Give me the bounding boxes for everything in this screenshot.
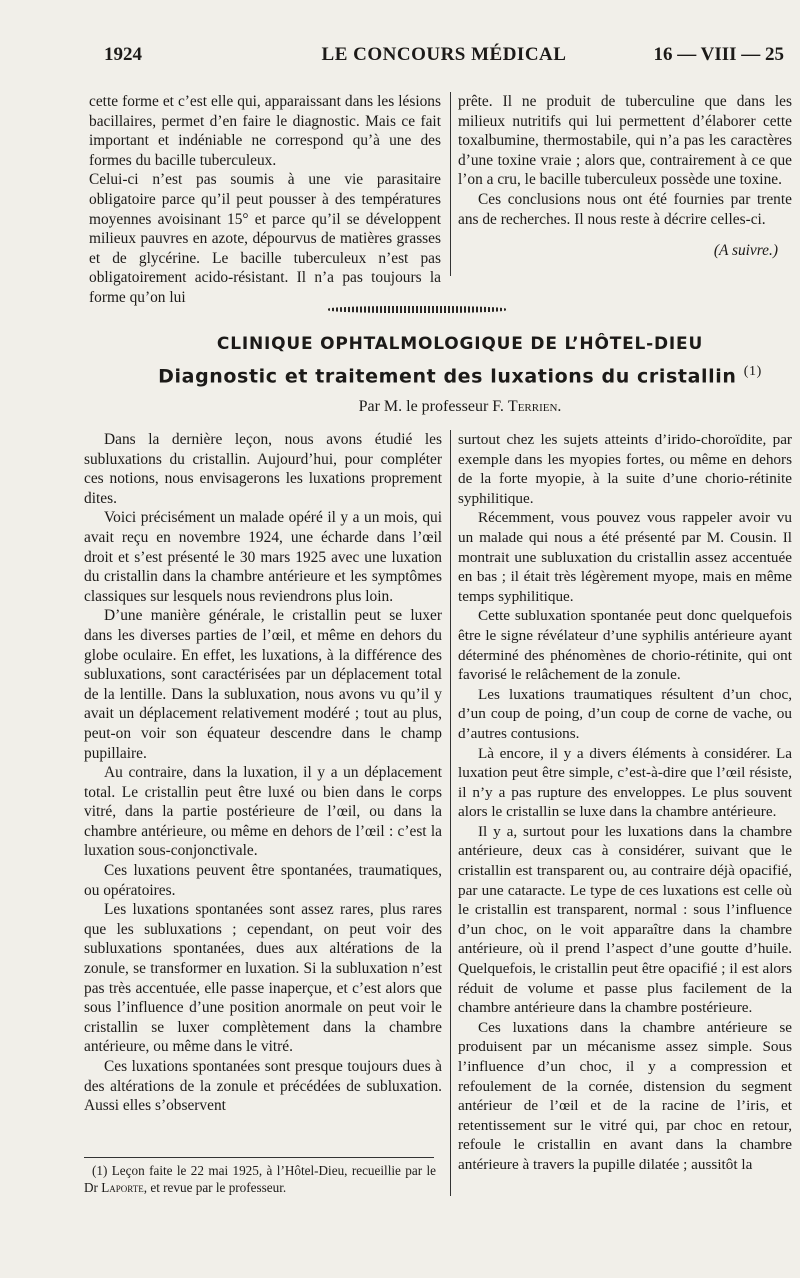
paragraph: Ces luxations spontanées sont presque toujours dues à des altérations de la zonule et précédées de subluxation. Aussi elles s’observent	[84, 1058, 442, 1115]
footnote-tail: , et revue par le professeur.	[143, 1180, 287, 1195]
paragraph: Au contraire, dans la luxation, il y a un déplacement total. Le cristallin peut être luxé ou bien dans le corps vitré, dans la partie postérieure de l’œil, ou dans la chambre antérieure, ou même en dehors de l’œil : c’est la luxation sous-conjonctivale.	[84, 764, 442, 860]
paragraph: D’une manière générale, le cristallin peut se luxer dans les diverses parties de l’œil, et même en dehors du globe oculaire. En effet, les luxations, à la différence des subluxations, sont caractérisées par un déplacement total de la lentille. Dans la subluxation, nous avons vu qu’il y avait un déplacement relativement modéré ; tout au plus, peut-on voir son équateur descendre dans le champ pupillaire.	[84, 607, 442, 762]
page-number: 1924	[104, 44, 142, 65]
column-divider	[450, 430, 451, 1196]
paragraph: cette forme et c’est elle qui, apparaissant dans les lésions bacillaires, permet d’en faire le diagnostic. Mais ce fait important et indéniable ne correspond qu’à une des formes du bacille tuberculeux.	[89, 93, 441, 169]
paragraph: Récemment, vous pouvez vous rappeler avoir vu un malade qui nous a été présenté par M. Cousin. Il montrait une subluxation du cristallin assez accentuée en bas ; il était très légèrement myope, mais en même temps syphilitique.	[458, 509, 792, 605]
bottom-right-column	[458, 430, 792, 1175]
to-be-continued: (A suivre.)	[713, 242, 778, 260]
article-title	[120, 364, 800, 387]
issue-date: 16 — VIII — 25	[653, 44, 784, 65]
section-ornament	[328, 306, 506, 313]
page-header	[104, 44, 784, 72]
journal-title: LE CONCOURS MÉDICAL	[321, 44, 567, 65]
footnote-name: Laporte	[101, 1180, 144, 1195]
paragraph: Dans la dernière leçon, nous avons étudié les subluxations du cristallin. Aujourd’hui, pour compléter ces notions, nous envisagerons les luxations proprement dites.	[84, 431, 442, 507]
paragraph: Voici précisément un malade opéré il y a un mois, qui avait reçu en novembre 1924, une écharde dans l’œil droit et s’est présenté le 30 mars 1925 avec une luxation du cristallin dans la chambre antérieure et les symptômes classiques sur lesquels nous reviendrons plus loin.	[84, 509, 442, 605]
footnote	[84, 1162, 436, 1196]
paragraph: surtout chez les sujets atteints d’irido-choroïdite, par exemple dans les myopies fortes, ou même en dehors de la forte myopie, à la suite d’une chorio-rétinite syphilitique.	[458, 431, 792, 507]
top-left-column	[89, 92, 441, 308]
paragraph: Celui-ci n’est pas soumis à une vie parasitaire obligatoire parce qu’il peut pousser à des températures moyennes avoisinant 15° et parce qu’il se développent milieux pauvres en azote, dépourvus de matières grasses et de glycérine. Le bacille tuberculeux n’est pas obligatoirement acido-résistant. Il n’a pas toujours la forme qu’on lui	[89, 171, 441, 306]
section-title: CLINIQUE OPHTALMOLOGIQUE DE L’HÔTEL-DIEU	[216, 334, 704, 354]
paragraph: Ces luxations peuvent être spontanées, traumatiques, ou opératoires.	[84, 862, 442, 899]
top-right-column	[458, 92, 792, 261]
paragraph: prête. Il ne produit de tuberculine que dans les milieux nutritifs qui lui permettent d’élaborer cette toxalbumine, thermostabile, qui n’a pas les caractères d’une toxine vraie ; alors que, contrairement à ce que l’on a cru, le bacille tuberculeux possède une toxine.	[458, 93, 792, 189]
footnote-marker: (1)	[743, 364, 762, 379]
column-divider	[450, 92, 451, 276]
paragraph: Les luxations traumatiques résultent d’un choc, d’un coup de poing, d’un coup de corne de vache, ou d’autres contusions.	[458, 685, 792, 742]
paragraph: Là encore, il y a divers éléments à considérer. La luxation peut être simple, c’est-à-dire que l’œil résiste, il n’y a pas rupture des enveloppes. Le plus souvent alors le cristallin se luxe dans la chambre antérieure.	[458, 744, 792, 821]
paragraph: Ces luxations dans la chambre antérieure se produisent par un mécanisme assez simple. Sous l’influence d’un choc, il y a compression et refoulement de la cornée, distension du segment antérieur de l’œil et de la racine de l’iris, et retentissement sur le vitré qui, par choc en retour, refoule le cristallin en avant dans la chambre antérieure à travers la pupille dilatée ; aussitôt la	[458, 1018, 792, 1173]
paragraph: Cette subluxation spontanée peut donc quelquefois être le signe révélateur d’une syphilis antérieure ayant déterminé des phénomènes de chorio-rétinite, qui ont favorisé le relâchement de la zonule.	[458, 607, 792, 684]
author-line	[120, 398, 800, 416]
paragraph: Ces conclusions nous ont été fournies par trente ans de recherches. Il nous reste à décrire celles-ci.	[458, 190, 792, 228]
author-prefix: Par M. le professeur F.	[358, 398, 504, 415]
footnote-rule	[84, 1157, 434, 1158]
article-title-text: Diagnostic et traitement des luxations du cristallin	[158, 365, 737, 388]
paragraph: Il y a, surtout pour les luxations dans la chambre antérieure, deux cas à considérer, suivant que le cristallin est transparent ou, au contraire déjà opacifié, par une cataracte. Le type de ces luxations est celle où le cristallin est transparent, normal : sous l’influence d’un choc, on le voit apparaître dans la chambre antérieure, où il prend l’aspect d’une goutte d’huile. Quelquefois, le cristallin peut être opacifié ; il est alors réduit de volume et passe plus facilement de la chambre antérieure dans la chambre postérieure.	[458, 822, 792, 1017]
paragraph: Les luxations spontanées sont assez rares, plus rares que les subluxations ; cependant, on peut voir des subluxations spontanées, dues aux altérations de la zonule, se transformer en luxation. Si la subluxation n’est pas très accentuée, elle passe inaperçue, et c’est alors que sous l’influence d’une position anormale on peut voir le cristallin se luxer complètement dans la chambre antérieure, ou même dans le vitré.	[84, 901, 442, 1056]
footnote-text: (1) Leçon faite le 22 mai 1925, à l’Hôtel-Dieu, recueillie par le Dr	[84, 1163, 436, 1195]
bottom-left-column	[84, 430, 442, 1116]
author-name: Terrien.	[507, 398, 562, 415]
